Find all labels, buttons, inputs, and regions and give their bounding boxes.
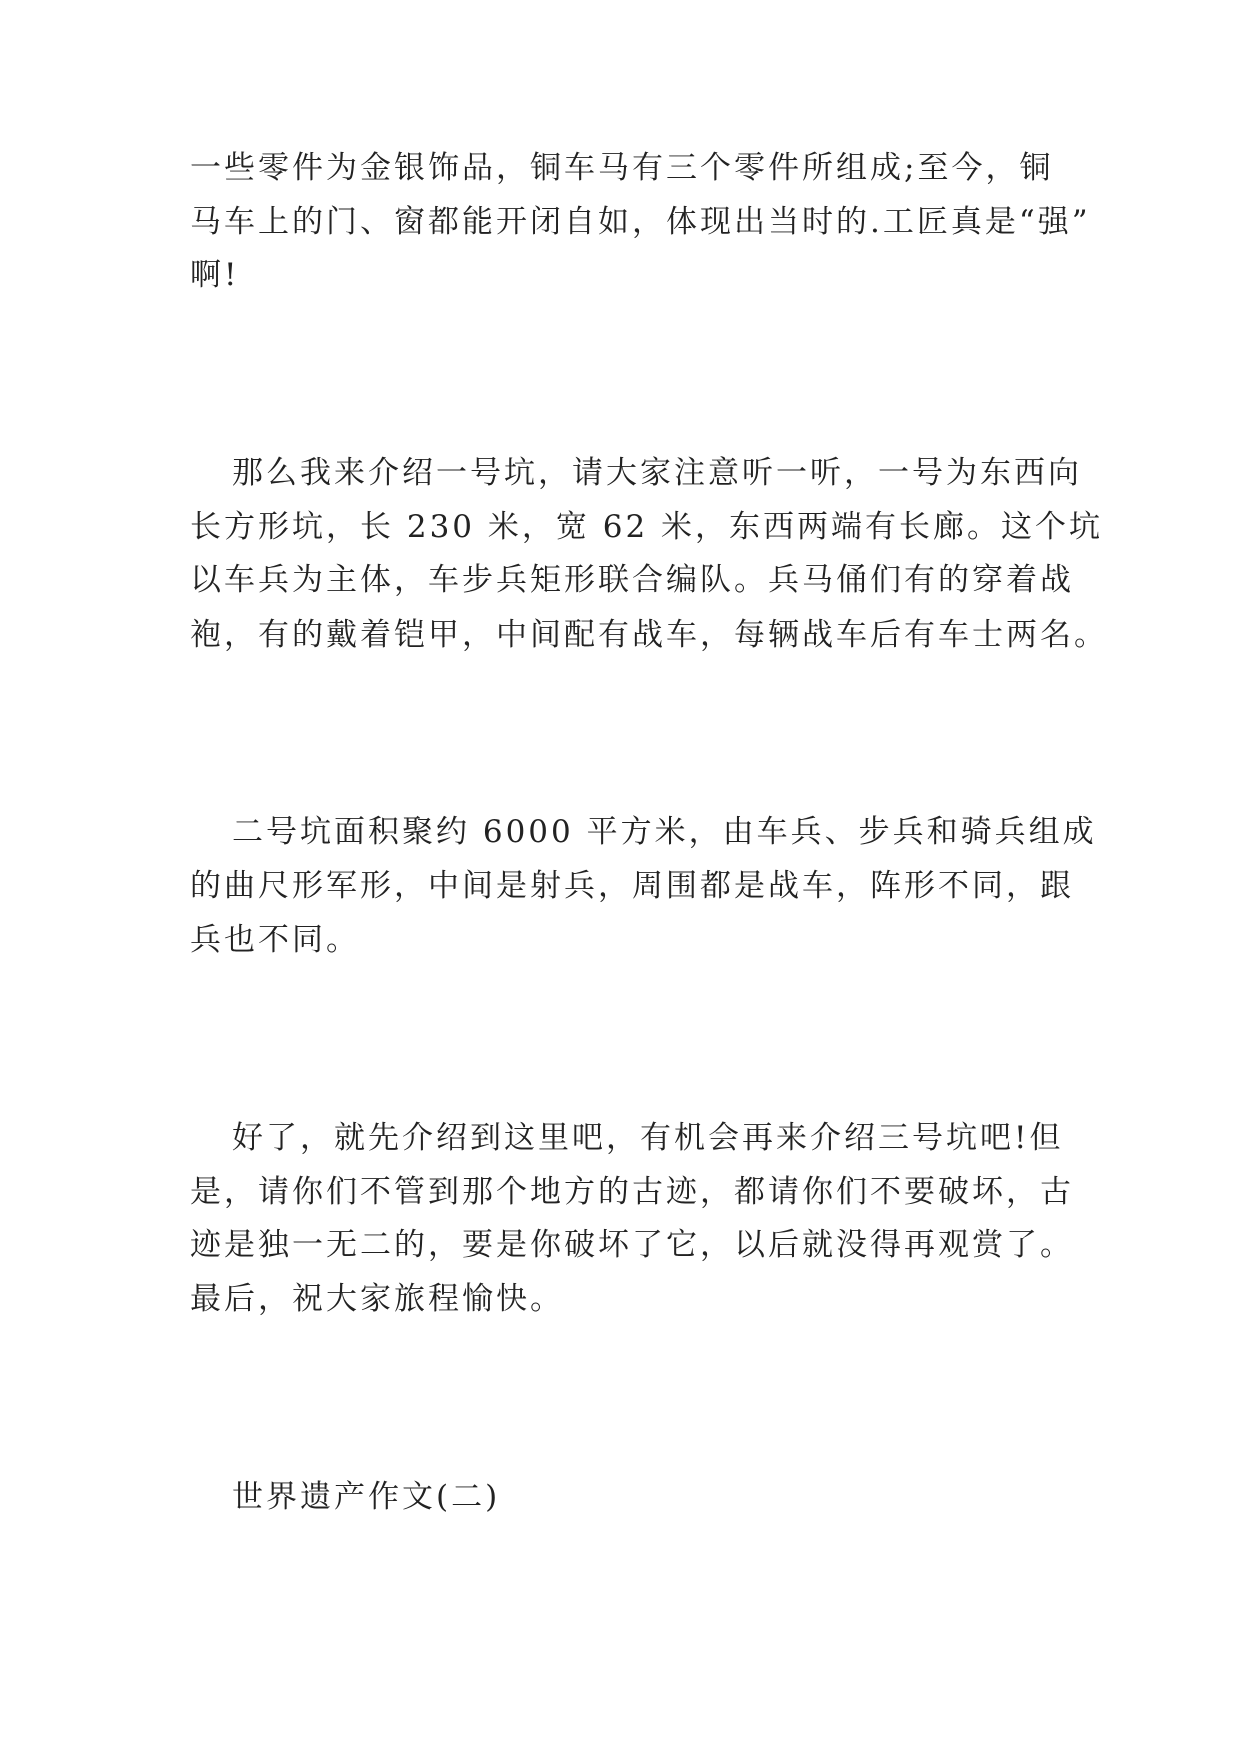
paragraph-line: 一些零件为金银饰品，铜车马有三个零件所组成;至今，铜 — [190, 150, 1054, 186]
paragraph-line: 啊! — [190, 257, 240, 293]
paragraph-line: 最后，祝大家旅程愉快。 — [190, 1281, 564, 1317]
paragraph-line: 是，请你们不管到那个地方的古迹，都请你们不要破坏，古 — [190, 1174, 1074, 1210]
paragraph-line: 好了，就先介绍到这里吧，有机会再来介绍三号坑吧!但 — [232, 1120, 1064, 1156]
paragraph-line: 兵也不同。 — [190, 922, 360, 958]
paragraph-line: 迹是独一无二的，要是你破坏了它，以后就没得再观赏了。 — [190, 1227, 1074, 1263]
paragraph-line: 长方形坑，长 230 米，宽 62 米，东西两端有长廊。这个坑 — [190, 509, 1104, 545]
paragraph-line: 二号坑面积聚约 6000 平方米，由车兵、步兵和骑兵组成 — [232, 814, 1097, 850]
section-heading: 世界遗产作文(二) — [232, 1479, 501, 1515]
paragraph-line: 的曲尺形军形，中间是射兵，周围都是战车，阵形不同，跟 — [190, 868, 1074, 904]
paragraph-line: 袍，有的戴着铠甲，中间配有战车，每辆战车后有车士两名。 — [190, 617, 1108, 653]
paragraph-line: 马车上的门、窗都能开闭自如，体现出当时的.工匠真是“强” — [190, 204, 1091, 240]
paragraph-line: 以车兵为主体，车步兵矩形联合编队。兵马俑们有的穿着战 — [190, 562, 1074, 598]
paragraph-line: 那么我来介绍一号坑，请大家注意听一听，一号为东西向 — [232, 455, 1082, 491]
